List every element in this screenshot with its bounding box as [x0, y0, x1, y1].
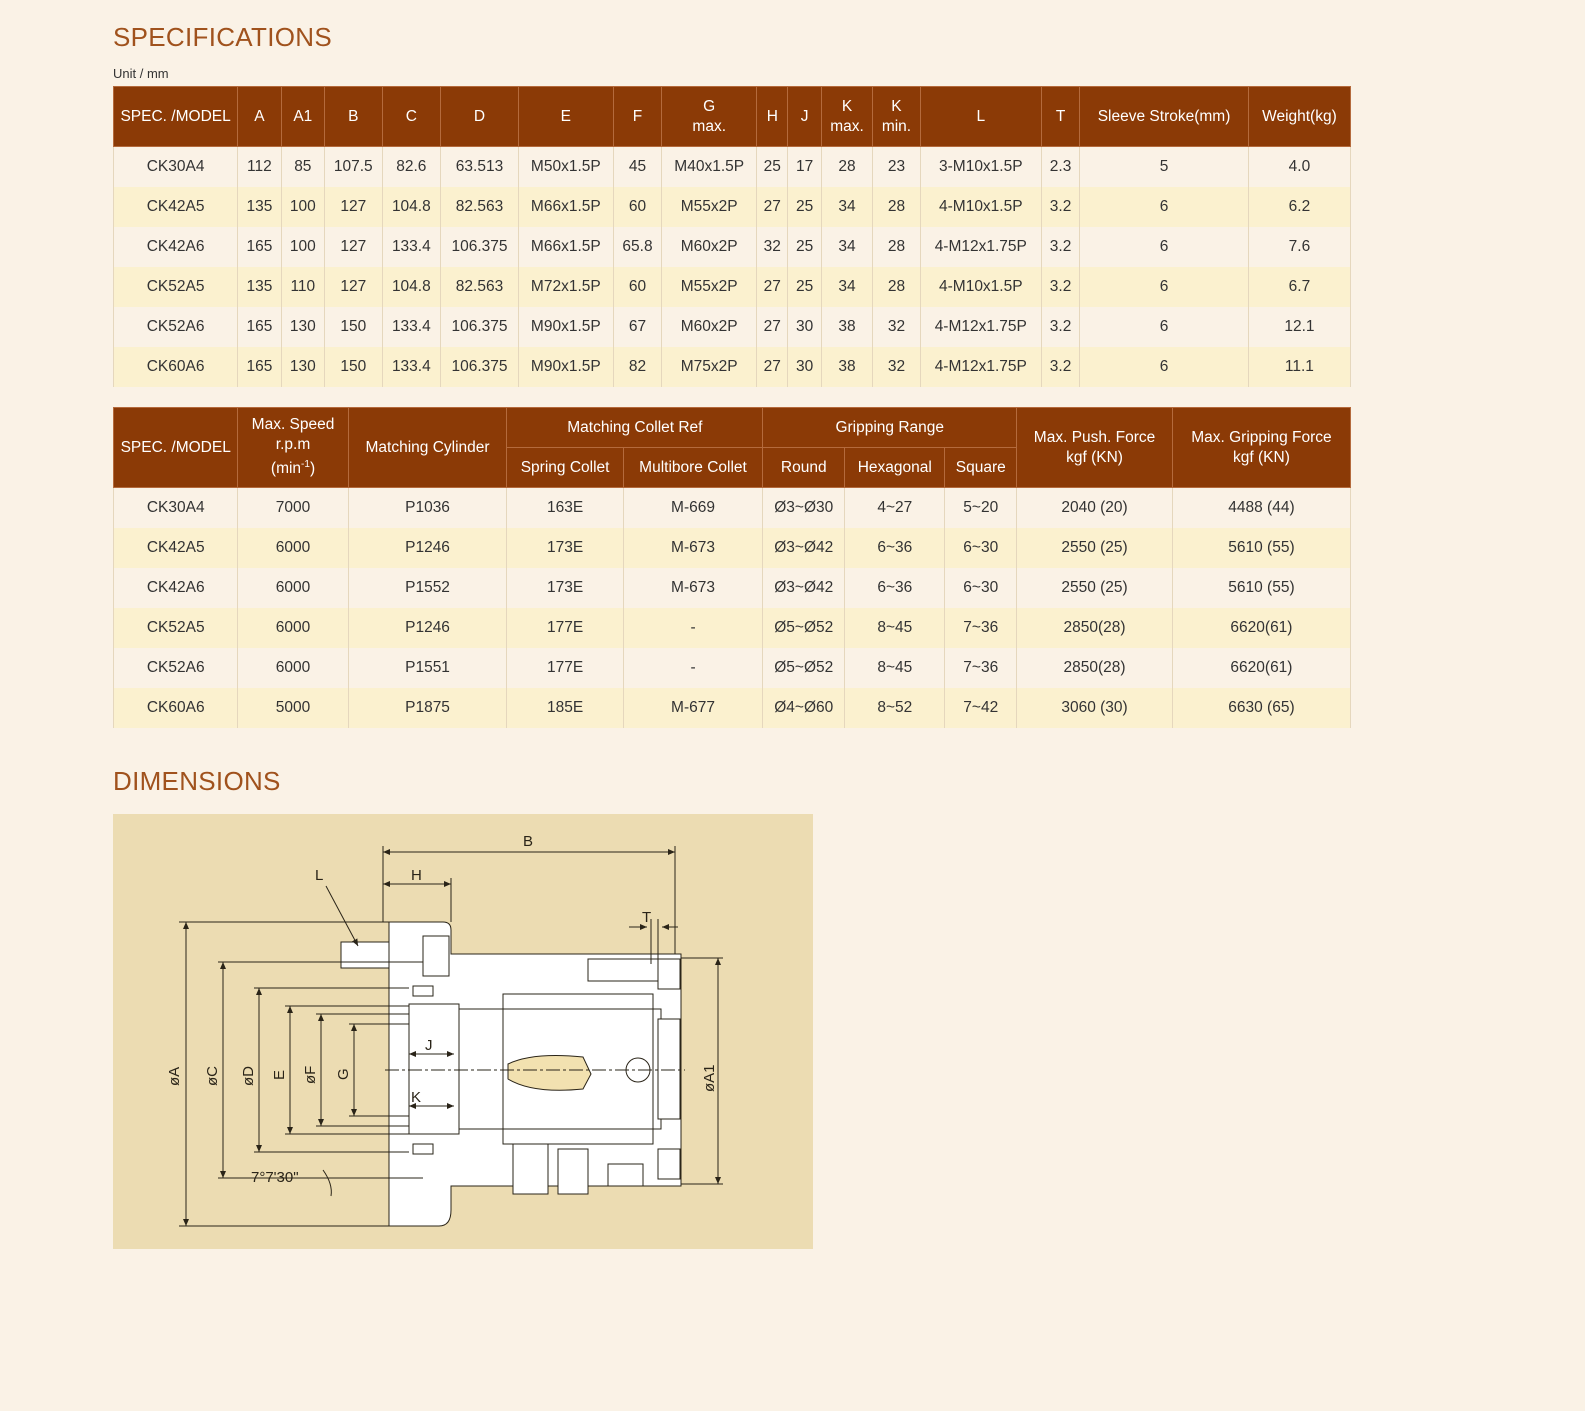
cell-spring: 163E	[507, 488, 623, 529]
label-e: E	[271, 1069, 288, 1080]
header-t: T	[1041, 87, 1079, 147]
cell-hex: 8~45	[845, 648, 945, 688]
cell-kmin: 28	[873, 227, 920, 267]
cell-square: 7~36	[945, 648, 1017, 688]
cell-c: 82.6	[382, 147, 441, 188]
cell-kmax: 28	[821, 147, 872, 188]
cell-j: 25	[788, 187, 821, 227]
header-h: H	[757, 87, 788, 147]
cell-multibore: M-673	[623, 568, 763, 608]
spec-table-performance	[113, 407, 1351, 728]
cell-t: 3.2	[1041, 267, 1079, 307]
cell-square: 5~20	[945, 488, 1017, 529]
cell-weight: 4.0	[1248, 147, 1350, 188]
cell-model: CK42A6	[114, 227, 238, 267]
cell-e: M66x1.5P	[518, 227, 613, 267]
cell-t: 3.2	[1041, 227, 1079, 267]
cell-cylinder: P1246	[348, 608, 507, 648]
cell-speed: 6000	[238, 648, 348, 688]
cell-c: 133.4	[382, 227, 441, 267]
cell-model: CK52A5	[114, 608, 238, 648]
cell-e: M66x1.5P	[518, 187, 613, 227]
cell-weight: 7.6	[1248, 227, 1350, 267]
cell-spring: 173E	[507, 528, 623, 568]
cell-weight: 11.1	[1248, 347, 1350, 387]
header-grip-line2: kgf (KN)	[1233, 448, 1290, 466]
table-row	[114, 187, 1351, 227]
cell-h: 27	[757, 307, 788, 347]
cell-d: 106.375	[441, 227, 519, 267]
header-max-push-force	[1017, 408, 1173, 488]
cell-j: 17	[788, 147, 821, 188]
header-push-line2: kgf (KN)	[1066, 448, 1123, 466]
cell-weight: 6.2	[1248, 187, 1350, 227]
cell-kmin: 28	[873, 187, 920, 227]
header-j: J	[788, 87, 821, 147]
cell-model: CK30A4	[114, 147, 238, 188]
cell-d: 82.563	[441, 187, 519, 227]
cell-l: 3-M10x1.5P	[920, 147, 1041, 188]
header-push-line1: Max. Push. Force	[1033, 428, 1156, 446]
specifications-title: SPECIFICATIONS	[113, 22, 332, 52]
table-row	[114, 528, 1351, 568]
header-gripping-range: Gripping Range	[763, 408, 1017, 448]
cell-a: 135	[238, 187, 281, 227]
cell-round: Ø3~Ø42	[763, 528, 845, 568]
label-h: H	[411, 867, 422, 884]
spec-table-dimensions	[113, 86, 1351, 387]
cell-cylinder: P1551	[348, 648, 507, 688]
cell-kmax: 34	[821, 267, 872, 307]
dimensions-diagram	[113, 814, 813, 1249]
header-model: SPEC. /MODEL	[114, 87, 238, 147]
cell-hex: 6~36	[845, 568, 945, 608]
cell-push: 3060 (30)	[1017, 688, 1173, 728]
cell-weight: 12.1	[1248, 307, 1350, 347]
header-multibore-collet: Multibore Collet	[623, 448, 763, 488]
header-round: Round	[763, 448, 845, 488]
cell-kmin: 32	[873, 347, 920, 387]
cell-model: CK52A5	[114, 267, 238, 307]
cell-d: 106.375	[441, 307, 519, 347]
header-grip-line1: Max. Gripping Force	[1191, 428, 1332, 446]
cell-a: 165	[238, 227, 281, 267]
table-row	[114, 227, 1351, 267]
header-square: Square	[945, 448, 1017, 488]
cell-multibore: M-677	[623, 688, 763, 728]
cell-hex: 4~27	[845, 488, 945, 529]
cell-g: M55x2P	[662, 267, 757, 307]
cell-cylinder: P1875	[348, 688, 507, 728]
header-k-min	[873, 87, 920, 147]
label-b: B	[523, 833, 534, 850]
cell-j: 30	[788, 307, 821, 347]
header-spring-collet: Spring Collet	[507, 448, 623, 488]
cell-round: Ø3~Ø30	[763, 488, 845, 529]
cell-square: 6~30	[945, 568, 1017, 608]
cell-c: 104.8	[382, 187, 441, 227]
header-matching-collet-ref: Matching Collet Ref	[507, 408, 763, 448]
cell-push: 2550 (25)	[1017, 528, 1173, 568]
cell-d: 106.375	[441, 347, 519, 387]
cell-square: 7~36	[945, 608, 1017, 648]
chuck-cross-section-drawing	[113, 814, 813, 1249]
header-a1: A1	[281, 87, 324, 147]
table-row	[114, 488, 1351, 529]
header-e: E	[518, 87, 613, 147]
header-max-speed	[238, 408, 348, 488]
cell-kmax: 34	[821, 227, 872, 267]
cell-spring: 177E	[507, 648, 623, 688]
cell-e: M72x1.5P	[518, 267, 613, 307]
cell-a1: 100	[281, 227, 324, 267]
cell-b: 127	[325, 187, 383, 227]
cell-g: M55x2P	[662, 187, 757, 227]
cell-hex: 8~52	[845, 688, 945, 728]
cell-model: CK52A6	[114, 307, 238, 347]
cell-grip: 5610 (55)	[1172, 568, 1350, 608]
header-matching-cylinder: Matching Cylinder	[348, 408, 507, 488]
cell-b: 127	[325, 267, 383, 307]
cell-push: 2850(28)	[1017, 648, 1173, 688]
cell-stroke: 6	[1080, 307, 1249, 347]
cell-model: CK42A5	[114, 187, 238, 227]
cell-b: 150	[325, 307, 383, 347]
cell-j: 30	[788, 347, 821, 387]
cell-push: 2040 (20)	[1017, 488, 1173, 529]
cell-grip: 6620(61)	[1172, 648, 1350, 688]
cell-f: 65.8	[613, 227, 661, 267]
header-max-speed-line3-sup: -1	[301, 459, 310, 471]
cell-speed: 5000	[238, 688, 348, 728]
cell-round: Ø3~Ø42	[763, 568, 845, 608]
cell-h: 25	[757, 147, 788, 188]
header-max-speed-line2: r.p.m	[275, 436, 311, 454]
cell-d: 63.513	[441, 147, 519, 188]
cell-g: M75x2P	[662, 347, 757, 387]
label-a1: øA1	[701, 1064, 718, 1092]
cell-c: 133.4	[382, 307, 441, 347]
spec-table-dimensions-body	[114, 147, 1351, 388]
cell-cylinder: P1246	[348, 528, 507, 568]
cell-a1: 130	[281, 347, 324, 387]
cell-multibore: M-673	[623, 528, 763, 568]
cell-stroke: 6	[1080, 227, 1249, 267]
header-f: F	[613, 87, 661, 147]
header-kmax-bottom: max.	[830, 117, 864, 135]
cell-t: 3.2	[1041, 307, 1079, 347]
cell-l: 4-M10x1.5P	[920, 267, 1041, 307]
header-k-max	[821, 87, 872, 147]
cell-kmax: 38	[821, 347, 872, 387]
cell-model: CK42A5	[114, 528, 238, 568]
table-row	[114, 648, 1351, 688]
cell-speed: 7000	[238, 488, 348, 529]
cell-e: M50x1.5P	[518, 147, 613, 188]
header-l: L	[920, 87, 1041, 147]
cell-spring: 185E	[507, 688, 623, 728]
cell-speed: 6000	[238, 608, 348, 648]
cell-cylinder: P1552	[348, 568, 507, 608]
cell-a: 165	[238, 307, 281, 347]
cell-round: Ø5~Ø52	[763, 648, 845, 688]
cell-h: 27	[757, 347, 788, 387]
label-a: øA	[166, 1066, 183, 1086]
cell-stroke: 6	[1080, 347, 1249, 387]
cell-kmax: 34	[821, 187, 872, 227]
label-j: J	[425, 1037, 433, 1054]
table-row	[114, 688, 1351, 728]
cell-e: M90x1.5P	[518, 347, 613, 387]
cell-spring: 173E	[507, 568, 623, 608]
header-max-speed-line3-pre: (min	[270, 460, 302, 478]
cell-kmin: 28	[873, 267, 920, 307]
cell-push: 2850(28)	[1017, 608, 1173, 648]
cell-h: 32	[757, 227, 788, 267]
cell-f: 82	[613, 347, 661, 387]
cell-f: 45	[613, 147, 661, 188]
cell-a: 165	[238, 347, 281, 387]
cell-j: 25	[788, 267, 821, 307]
header-kmin-bottom: min.	[881, 117, 912, 135]
cell-g: M60x2P	[662, 227, 757, 267]
cell-multibore: M-669	[623, 488, 763, 529]
cell-multibore: -	[623, 608, 763, 648]
label-f: øF	[302, 1065, 319, 1084]
cell-b: 127	[325, 227, 383, 267]
cell-d: 82.563	[441, 267, 519, 307]
cell-kmax: 38	[821, 307, 872, 347]
cell-f: 60	[613, 267, 661, 307]
label-c: øC	[204, 1066, 221, 1086]
table-row	[114, 568, 1351, 608]
cell-f: 67	[613, 307, 661, 347]
table-row	[114, 307, 1351, 347]
cell-cylinder: P1036	[348, 488, 507, 529]
header-weight: Weight(kg)	[1248, 87, 1350, 147]
cell-a: 135	[238, 267, 281, 307]
table-row	[114, 147, 1351, 188]
cell-speed: 6000	[238, 528, 348, 568]
cell-model: CK60A6	[114, 688, 238, 728]
header-max-speed-line3-post: )	[309, 460, 316, 478]
cell-spring: 177E	[507, 608, 623, 648]
cell-multibore: -	[623, 648, 763, 688]
label-g: G	[335, 1068, 352, 1080]
cell-grip: 6630 (65)	[1172, 688, 1350, 728]
header-hexagonal: Hexagonal	[845, 448, 945, 488]
cell-square: 7~42	[945, 688, 1017, 728]
cell-b: 107.5	[325, 147, 383, 188]
cell-weight: 6.7	[1248, 267, 1350, 307]
cell-round: Ø5~Ø52	[763, 608, 845, 648]
cell-c: 104.8	[382, 267, 441, 307]
cell-kmin: 32	[873, 307, 920, 347]
dimensions-title: DIMENSIONS	[113, 766, 281, 796]
cell-h: 27	[757, 267, 788, 307]
cell-model: CK52A6	[114, 648, 238, 688]
table-row	[114, 347, 1351, 387]
cell-b: 150	[325, 347, 383, 387]
label-angle: 7°7'30"	[251, 1169, 299, 1186]
cell-a1: 110	[281, 267, 324, 307]
cell-j: 25	[788, 227, 821, 267]
label-k: K	[411, 1089, 422, 1106]
cell-grip: 6620(61)	[1172, 608, 1350, 648]
cell-model: CK42A6	[114, 568, 238, 608]
header-g-bottom: max.	[692, 117, 726, 135]
cell-hex: 8~45	[845, 608, 945, 648]
cell-a: 112	[238, 147, 281, 188]
label-l: L	[315, 867, 324, 884]
cell-kmin: 23	[873, 147, 920, 188]
cell-l: 4-M10x1.5P	[920, 187, 1041, 227]
cell-round: Ø4~Ø60	[763, 688, 845, 728]
cell-t: 3.2	[1041, 347, 1079, 387]
cell-hex: 6~36	[845, 528, 945, 568]
cell-stroke: 5	[1080, 147, 1249, 188]
header-kmax-top: K	[841, 97, 853, 115]
header-d: D	[441, 87, 519, 147]
spec-table-performance-body	[114, 488, 1351, 729]
cell-f: 60	[613, 187, 661, 227]
label-t: T	[642, 909, 652, 926]
cell-a1: 85	[281, 147, 324, 188]
header-max-speed-line1: Max. Speed	[251, 416, 335, 434]
cell-stroke: 6	[1080, 187, 1249, 227]
cell-l: 4-M12x1.75P	[920, 227, 1041, 267]
cell-a1: 100	[281, 187, 324, 227]
cell-model: CK30A4	[114, 488, 238, 529]
cell-l: 4-M12x1.75P	[920, 307, 1041, 347]
cell-e: M90x1.5P	[518, 307, 613, 347]
cell-model: CK60A6	[114, 347, 238, 387]
cell-t: 3.2	[1041, 187, 1079, 227]
cell-h: 27	[757, 187, 788, 227]
cell-grip: 4488 (44)	[1172, 488, 1350, 529]
table-row	[114, 608, 1351, 648]
cell-c: 133.4	[382, 347, 441, 387]
header-g-max	[662, 87, 757, 147]
cell-stroke: 6	[1080, 267, 1249, 307]
header-sleeve-stroke: Sleeve Stroke(mm)	[1080, 87, 1249, 147]
label-d: øD	[240, 1066, 257, 1086]
cell-a1: 130	[281, 307, 324, 347]
cell-grip: 5610 (55)	[1172, 528, 1350, 568]
cell-g: M40x1.5P	[662, 147, 757, 188]
header-model: SPEC. /MODEL	[114, 408, 238, 488]
header-max-gripping-force	[1172, 408, 1350, 488]
cell-speed: 6000	[238, 568, 348, 608]
cell-push: 2550 (25)	[1017, 568, 1173, 608]
header-b: B	[325, 87, 383, 147]
chuck-body	[341, 922, 681, 1226]
header-g-top: G	[703, 97, 716, 115]
header-c: C	[382, 87, 441, 147]
cell-g: M60x2P	[662, 307, 757, 347]
cell-square: 6~30	[945, 528, 1017, 568]
header-a: A	[238, 87, 281, 147]
cell-t: 2.3	[1041, 147, 1079, 188]
header-kmin-top: K	[891, 97, 902, 115]
table-row	[114, 267, 1351, 307]
cell-l: 4-M12x1.75P	[920, 347, 1041, 387]
unit-label: Unit / mm	[113, 66, 169, 81]
